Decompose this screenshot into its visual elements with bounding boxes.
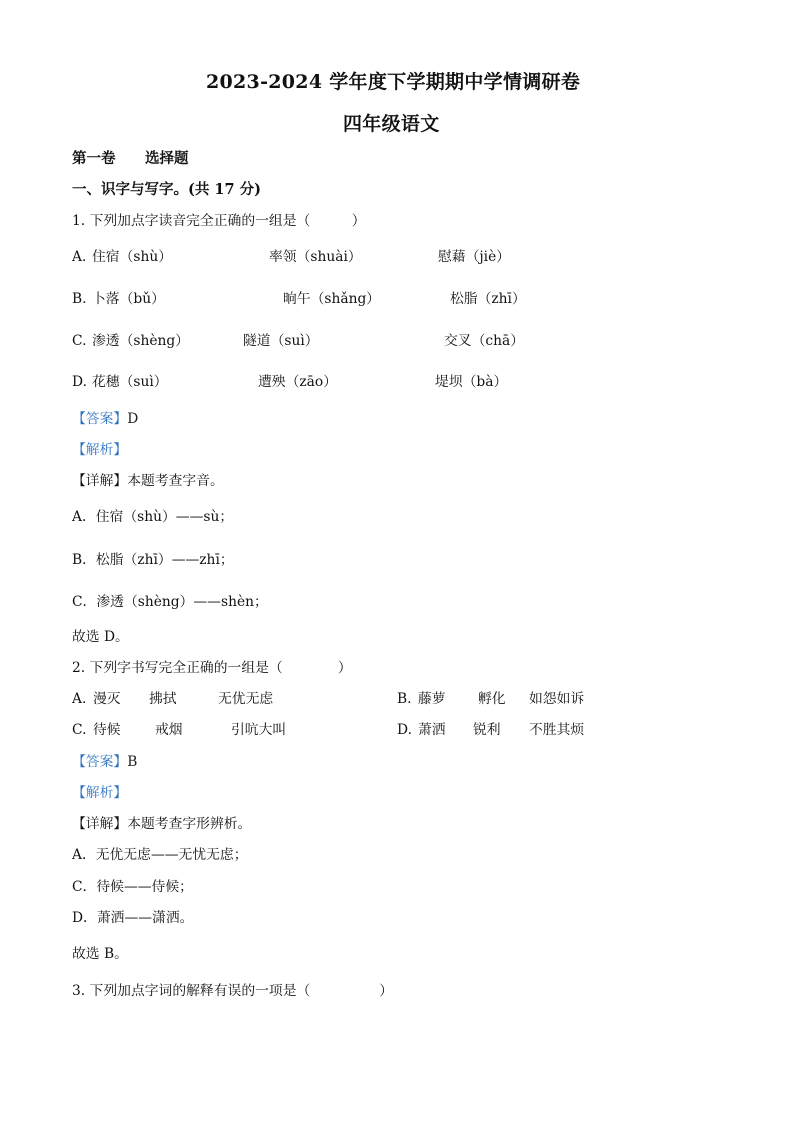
q1-stem: 1. 下列加点字读音完全正确的一组是（ ） <box>72 213 366 229</box>
option-label: A. <box>72 249 87 265</box>
option-label: B. <box>72 291 87 307</box>
answer-tag: 【答案】 <box>72 411 128 427</box>
option-label: D. <box>72 374 87 390</box>
option-word: 如怨如诉 <box>529 691 585 707</box>
q2-explain-line: D．萧洒——潇洒。 <box>72 910 194 926</box>
q2-stem: 2. 下列字书写完全正确的一组是（ ） <box>72 660 352 676</box>
detail-text: 本题考查字音。 <box>127 473 224 489</box>
option-word: 无优无虑 <box>218 691 274 707</box>
option-word: 花穗（suì） <box>92 374 168 390</box>
option-word: 戒烟 <box>155 722 183 738</box>
q1-answer <box>72 413 138 427</box>
option-word: 堤坝（bà） <box>435 374 508 390</box>
option-word: 遭殃（zāo） <box>258 374 337 390</box>
option-word: 引吭大叫 <box>231 722 287 738</box>
q2-detail <box>72 818 251 832</box>
detail-tag: 【详解】 <box>72 473 128 489</box>
exam-subtitle: 四年级语文 <box>343 113 440 135</box>
option-word: 待候 <box>93 722 121 738</box>
option-label: C. <box>72 722 87 738</box>
option-word: 隧道（suì） <box>243 333 319 349</box>
option-word: 孵化 <box>478 691 506 707</box>
option-word: 晌午（shǎng） <box>283 291 381 307</box>
q2-explain-line: A．无优无虑——无忧无虑； <box>72 847 248 863</box>
exam-title: 2023-2024 学年度下学期期中学情调研卷 <box>206 71 581 93</box>
option-word: 藤萝 <box>418 691 446 707</box>
q2-conclusion: 故选 B。 <box>72 946 128 962</box>
answer-tag: 【答案】 <box>72 754 128 770</box>
option-word: 锐利 <box>473 722 501 738</box>
q1-detail <box>72 475 224 489</box>
option-word: 率领（shuài） <box>269 249 362 265</box>
q1-conclusion: 故选 D。 <box>72 629 129 645</box>
part-name: 选择题 <box>145 150 189 167</box>
q2-explain-line: C．待候——侍候； <box>72 879 193 895</box>
q3-stem: 3. 下列加点字词的解释有误的一项是（ ） <box>72 983 394 999</box>
option-word: 卜落（bǔ） <box>92 291 165 307</box>
option-label: A. <box>72 691 87 707</box>
option-word: 慰藉（jiè） <box>438 249 511 265</box>
section-heading: 一、识字与写字。(共 17 分) <box>72 181 261 198</box>
q2-analysis-tag: 【解析】 <box>72 785 128 801</box>
detail-text: 本题考查字形辨析。 <box>127 816 252 832</box>
option-word: 住宿（shù） <box>92 249 173 265</box>
answer-value: B <box>127 754 138 770</box>
q1-explain-line: B．松脂（zhī）——zhī； <box>72 552 234 568</box>
option-word: 拂拭 <box>149 691 177 707</box>
detail-tag: 【详解】 <box>72 816 128 832</box>
q1-explain-line: A．住宿（shù）——sù； <box>72 509 234 525</box>
q1-explain-line: C．渗透（shèng）——shèn； <box>72 594 268 610</box>
q1-analysis-tag: 【解析】 <box>72 442 128 458</box>
option-word: 松脂（zhī） <box>450 291 526 307</box>
q2-answer <box>72 756 137 770</box>
option-label: B. <box>397 691 412 707</box>
option-word: 不胜其烦 <box>529 722 585 738</box>
option-word: 交叉（chā） <box>444 333 525 349</box>
option-word: 萧洒 <box>418 722 446 738</box>
option-label: D. <box>397 722 412 738</box>
answer-value: D <box>127 411 139 427</box>
option-label: C. <box>72 333 87 349</box>
option-word: 渗透（shèng） <box>92 333 190 349</box>
part-label: 第一卷 <box>72 150 116 167</box>
option-word: 漫灭 <box>93 691 121 707</box>
